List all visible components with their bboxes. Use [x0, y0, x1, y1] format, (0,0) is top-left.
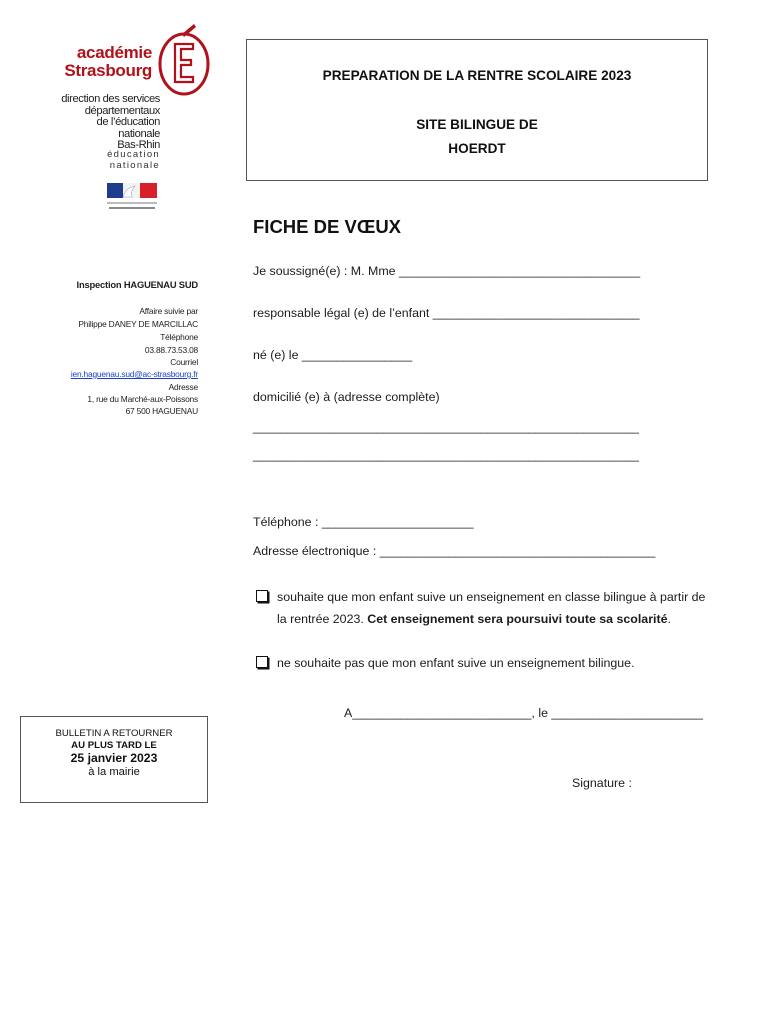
bilingual-no-checkbox[interactable]	[256, 656, 268, 668]
header-school: HOERDT	[448, 141, 506, 156]
header-box	[246, 39, 708, 181]
return-place: à la mairie	[88, 766, 140, 778]
logo-educ-line: nationale	[109, 159, 160, 171]
logo-e-icon	[156, 20, 212, 98]
return-line1: BULLETIN A RETOURNER	[55, 728, 173, 739]
domicile-label: domicilié (e) à (adresse complète)	[253, 390, 440, 404]
responsable-field[interactable]: responsable légal (e) de l’enfant ______________________________	[253, 306, 640, 320]
logo-academie: académie	[76, 43, 152, 62]
option-no-text: ne souhaite pas que mon enfant suive un enseignement bilingue.	[277, 656, 635, 670]
adresse-line2: 67 500 HAGUENAU	[125, 406, 198, 416]
return-deadline-box	[20, 716, 208, 803]
telephone-value: 03.88.73.53.08	[144, 345, 198, 355]
marianne-flag-icon	[107, 183, 157, 219]
logo-educ-line: éducation	[107, 149, 160, 160]
telephone-label: Téléphone	[160, 332, 198, 342]
soussigne-field[interactable]: Je soussigné(e) : M. Mme ___________________________________	[253, 264, 641, 278]
signature-label: Signature :	[572, 776, 632, 790]
courriel-link[interactable]	[71, 368, 198, 380]
address-line-field[interactable]: ________________________________________________________	[253, 448, 639, 462]
logo-dsden-line: Bas-Rhin	[117, 139, 160, 152]
logo-dsden-line: direction des services	[61, 93, 160, 105]
affaire-name: Philippe DANEY DE MARCILLAC	[78, 319, 198, 329]
email-field[interactable]: Adresse électronique : ________________________________________	[253, 544, 656, 558]
telephone-field[interactable]: Téléphone : ______________________	[253, 515, 474, 529]
logo-dsden-line: de l’éducation nationale	[96, 116, 160, 140]
option-yes-emphasis: Cet enseignement sera poursuivi toute sa scolarité	[367, 612, 668, 626]
header-title: PREPARATION DE LA RENTRE SCOLAIRE 2023	[322, 68, 632, 83]
logo-dsden	[60, 94, 160, 152]
adresse-line1: 1, rue du Marché-aux-Poissons	[87, 394, 198, 404]
logo-strasbourg: Strasbourg	[64, 61, 152, 80]
place-date-field[interactable]: A__________________________, le ______________________	[344, 706, 704, 720]
bilingual-yes-checkbox[interactable]	[256, 590, 268, 602]
adresse-label: Adresse	[168, 382, 198, 392]
return-line2: AU PLUS TARD LE	[71, 740, 157, 751]
logo-dsden-line: départementaux	[84, 104, 160, 117]
inspection-name: Inspection HAGUENAU SUD	[76, 279, 198, 290]
affaire-label: Affaire suivie par	[139, 306, 198, 316]
address-line-field[interactable]: ________________________________________________________	[253, 420, 639, 434]
birthdate-field[interactable]: né (e) le ________________	[253, 348, 413, 362]
return-deadline-date: 25 janvier 2023	[70, 751, 158, 765]
option-yes-prefix: la rentrée 2023.	[277, 612, 368, 626]
academie-logo	[60, 18, 220, 218]
page-title: FICHE DE VŒUX	[253, 216, 402, 237]
option-yes-text: souhaite que mon enfant suive un enseignement en classe bilingue à partir de	[277, 590, 706, 604]
courriel-value[interactable]: ien.haguenau.sud@ac-strasbourg.fr	[70, 369, 198, 379]
header-site: SITE BILINGUE DE	[416, 117, 538, 132]
option-yes-text-continued	[277, 612, 671, 626]
logo-education-nationale	[107, 150, 160, 171]
option-yes-suffix: .	[667, 612, 671, 626]
courriel-label: Courriel	[170, 357, 198, 367]
